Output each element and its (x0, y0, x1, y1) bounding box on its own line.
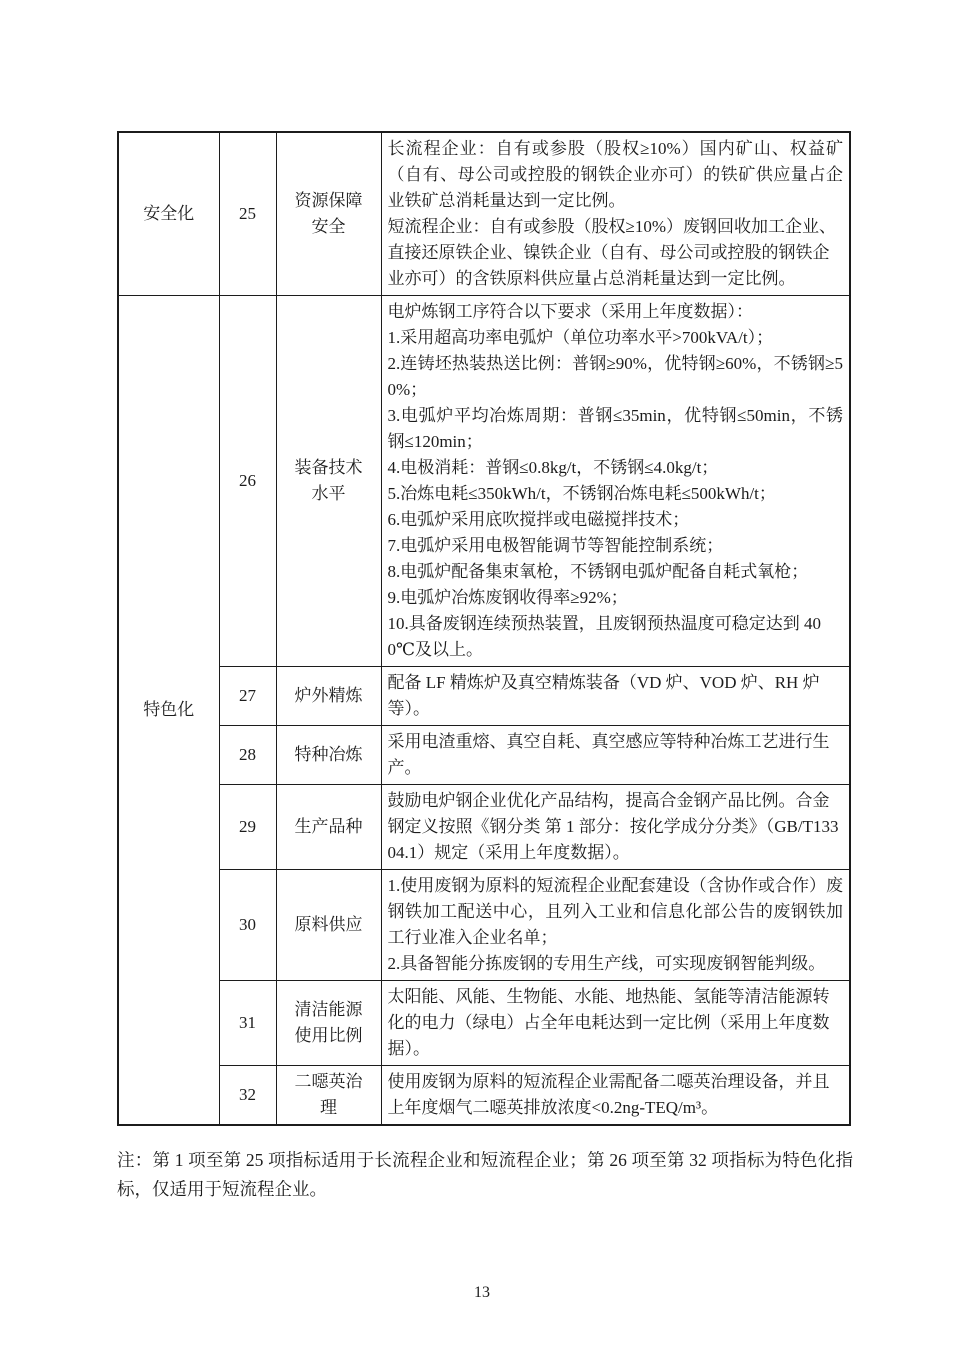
table-row (118, 870, 850, 981)
index-cell: 31 (219, 981, 276, 1066)
index-cell: 30 (219, 870, 276, 981)
index-cell: 27 (219, 667, 276, 726)
page-number: 13 (474, 1284, 490, 1301)
description-cell: 采用电渣重熔、真空自耗、真空感应等特种冶炼工艺进行生产。 (381, 726, 850, 785)
description-cell: 1.使用废钢为原料的短流程企业配套建设（含协作或合作）废钢铁加工配送中心，且列入工业和信息化部公告的废钢铁加工行业准入企业名单； 2.具备智能分拣废钢的专用生产线，可实现废钢智能判级。 (381, 870, 850, 981)
table-row (118, 785, 850, 870)
index-cell: 29 (219, 785, 276, 870)
footnote-text: 注：第 1 项至第 25 项指标适用于长流程企业和短流程企业；第 26 项至第 32 项指标为特色化指标，仅适用于短流程企业。 (117, 1150, 853, 1199)
index-cell: 28 (219, 726, 276, 785)
indicator-table (117, 131, 851, 1126)
description-cell: 鼓励电炉钢企业优化产品结构，提高合金钢产品比例。合金钢定义按照《钢分类 第 1 部分：按化学成分分类》（GB/T13304.1）规定（采用上年度数据）。 (381, 785, 850, 870)
description-cell: 长流程企业：自有或参股（股权≥10%）国内矿山、权益矿（自有、母公司或控股的钢铁企业亦可）的铁矿供应量占企业铁矿总消耗量达到一定比例。 短流程企业：自有或参股（股权≥10%）废钢回收加工企业、直接还原铁企业、镍铁企业（自有、母公司或控股的钢铁企业亦可）的含铁原料供应量占总消耗量达到一定比例。 (381, 132, 850, 296)
category-cell-safety: 安全化 (118, 132, 219, 296)
index-cell: 32 (219, 1066, 276, 1126)
indicator-name-cell: 炉外精炼 (276, 667, 381, 726)
table-row (118, 726, 850, 785)
index-cell: 26 (219, 296, 276, 667)
indicator-name-cell: 二噁英治 理 (276, 1066, 381, 1126)
indicator-name-cell: 原料供应 (276, 870, 381, 981)
indicator-name-cell: 装备技术 水平 (276, 296, 381, 667)
category-cell-special: 特色化 (118, 296, 219, 1126)
indicator-name-cell: 生产品种 (276, 785, 381, 870)
indicator-name-cell: 清洁能源 使用比例 (276, 981, 381, 1066)
description-cell: 配备 LF 精炼炉及真空精炼装备（VD 炉、VOD 炉、RH 炉等）。 (381, 667, 850, 726)
indicator-name-cell: 资源保障 安全 (276, 132, 381, 296)
table-row (118, 296, 850, 667)
table-row (118, 981, 850, 1066)
table-row (118, 132, 850, 296)
table-row (118, 667, 850, 726)
description-cell: 电炉炼钢工序符合以下要求（采用上年度数据）： 1.采用超高功率电弧炉（单位功率水平>700kVA/t）； 2.连铸坯热装热送比例：普钢≥90%，优特钢≥60%，不锈钢≥50%； 3.电弧炉平均冶炼周期：普钢≤35min，优特钢≤50min，不锈钢≤120min； 4.电极消耗：普钢≤0.8kg/t，不锈钢≤4.0kg/t； 5.冶炼电耗≤350kWh/t，不锈钢冶炼电耗≤500kWh/t； 6.电弧炉采用底吹搅拌或电磁搅拌技术； 7.电弧炉采用电极智能调节等智能控制系统； 8.电弧炉配备集束氧枪，不锈钢电弧炉配备自耗式氧枪； 9.电弧炉冶炼废钢收得率≥92%； 10.具备废钢连续预热装置，且废钢预热温度可稳定达到 400℃及以上。 (381, 296, 850, 667)
index-cell: 25 (219, 132, 276, 296)
table-row (118, 1066, 850, 1126)
description-cell: 太阳能、风能、生物能、水能、地热能、氢能等清洁能源转化的电力（绿电）占全年电耗达到一定比例（采用上年度数据）。 (381, 981, 850, 1066)
indicator-name-cell: 特种冶炼 (276, 726, 381, 785)
description-cell: 使用废钢为原料的短流程企业需配备二噁英治理设备，并且上年度烟气二噁英排放浓度<0.2ng-TEQ/m³。 (381, 1066, 850, 1126)
indicator-table-wrap (117, 131, 849, 1126)
